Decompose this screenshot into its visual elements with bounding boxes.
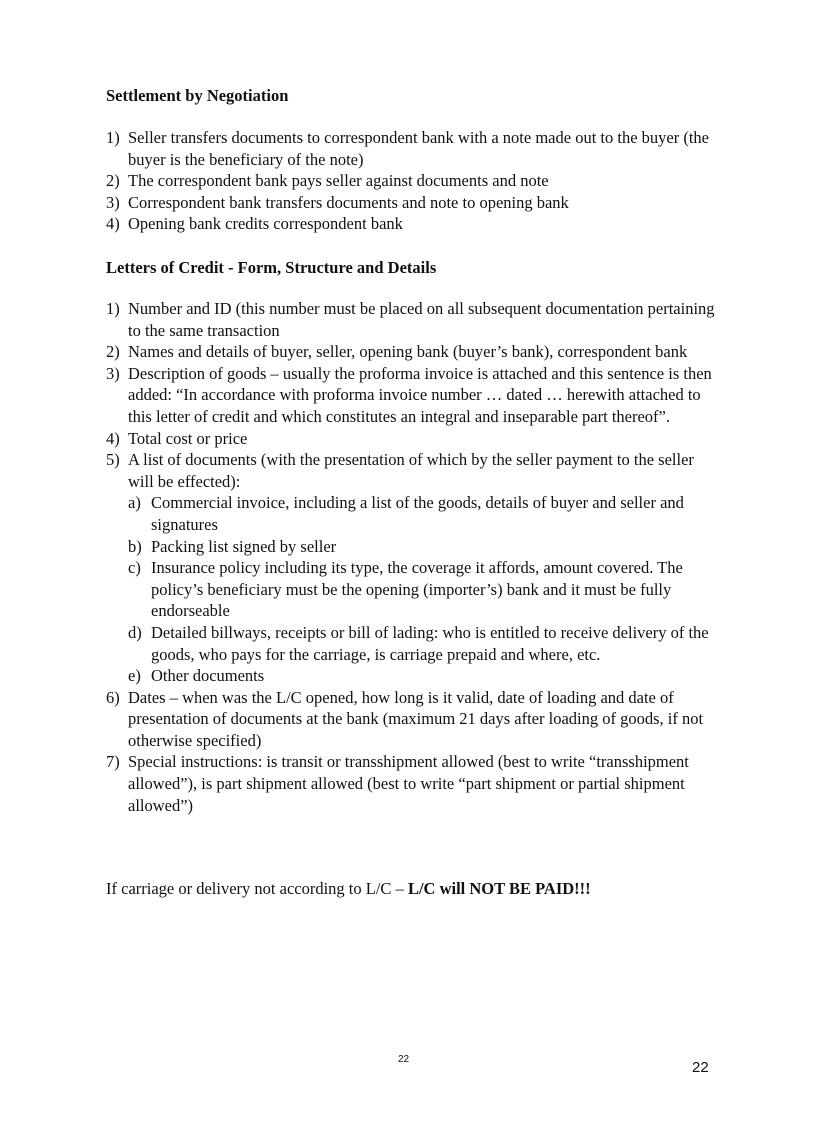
list-item (106, 341, 718, 363)
list-text: The correspondent bank pays seller against documents and note (128, 171, 549, 191)
list-item (106, 687, 718, 752)
section-heading-letters-of-credit: Letters of Credit - Form, Structure and Details (106, 258, 437, 277)
documents-sublist (128, 492, 718, 686)
list-item (106, 449, 718, 687)
list-text: Dates – when was the L/C opened, how long is it valid, date of loading and date of presentation of documents at the bank (maximum 21 days after loading of goods, if not otherwise specified) (128, 687, 704, 750)
list-text: Description of goods – usually the proforma invoice is attached and this sentence is then added: “In accordance with proforma invoice number … dated … herewith attached to this letter of credit and which constitutes an integral and inseparable part thereof”. (128, 363, 712, 426)
sublist-item (128, 492, 718, 535)
sublist-item (128, 557, 718, 622)
list-text: Total cost or price (128, 428, 248, 448)
sublist-text: Insurance policy including its type, the coverage it affords, amount covered. The policy’s beneficiary must be the opening (importer’s) bank and it must be fully endorseable (151, 558, 683, 621)
list-number: 2) (106, 171, 120, 191)
page-number-large: 22 (692, 1059, 709, 1076)
list-number: 5) (106, 450, 120, 470)
list-item (106, 192, 718, 214)
sublist-item (128, 665, 718, 687)
list-item (106, 751, 718, 816)
list-number: 1) (106, 128, 120, 147)
sublist-letter: d) (128, 622, 142, 642)
settlement-steps-list (106, 127, 718, 235)
sublist-letter: b) (128, 536, 142, 556)
list-text: Names and details of buyer, seller, opening bank (buyer’s bank), correspondent bank (128, 342, 688, 362)
list-item (106, 428, 718, 450)
closing-text: If carriage or delivery not according to L/C – (106, 879, 408, 898)
list-number: 6) (106, 687, 120, 707)
sublist-letter: c) (128, 558, 141, 578)
list-text: Number and ID (this number must be placed on all subsequent documentation pertaining to the same transaction (128, 299, 715, 340)
list-number: 4) (106, 428, 120, 448)
list-number: 1) (106, 299, 120, 318)
list-number: 3) (106, 192, 120, 212)
sublist-text: Detailed billways, receipts or bill of lading: who is entitled to receive delivery of the goods, who pays for the carriage, is carriage prepaid and where, etc. (151, 622, 709, 664)
sublist-text: Packing list signed by seller (151, 536, 337, 556)
sublist-text: Other documents (151, 666, 265, 686)
list-item (106, 170, 718, 192)
sublist-letter: e) (128, 666, 141, 686)
sublist-item (128, 622, 718, 665)
letters-of-credit-list (106, 298, 718, 816)
list-text: Seller transfers documents to correspondent bank with a note made out to the buyer (the buyer is the beneficiary of the note) (128, 128, 709, 169)
closing-emphasis: L/C will NOT BE PAID!!! (407, 879, 591, 898)
list-text: Opening bank credits correspondent bank (128, 214, 403, 234)
list-item (106, 213, 718, 235)
list-item (106, 363, 718, 428)
page-number-small: 22 (398, 1054, 410, 1065)
list-number: 2) (106, 342, 120, 362)
list-number: 4) (106, 214, 120, 234)
list-text: Special instructions: is transit or transshipment allowed (best to write “transshipment allowed”), is part shipment allowed (best to write “part shipment or partial shipment allowed”) (128, 752, 689, 815)
list-number: 7) (106, 752, 120, 772)
closing-warning (106, 878, 591, 899)
list-text: A list of documents (with the presentation of which by the seller payment to the seller will be effected): (128, 450, 694, 491)
list-text: Correspondent bank transfers documents and note to opening bank (128, 192, 569, 212)
list-item (106, 127, 718, 170)
list-number: 3) (106, 363, 120, 383)
section-heading-settlement: Settlement by Negotiation (106, 86, 289, 105)
sublist-letter: a) (128, 493, 141, 513)
sublist-text: Commercial invoice, including a list of the goods, details of buyer and seller and signatures (151, 493, 684, 534)
sublist-item (128, 536, 718, 558)
list-item (106, 298, 718, 341)
